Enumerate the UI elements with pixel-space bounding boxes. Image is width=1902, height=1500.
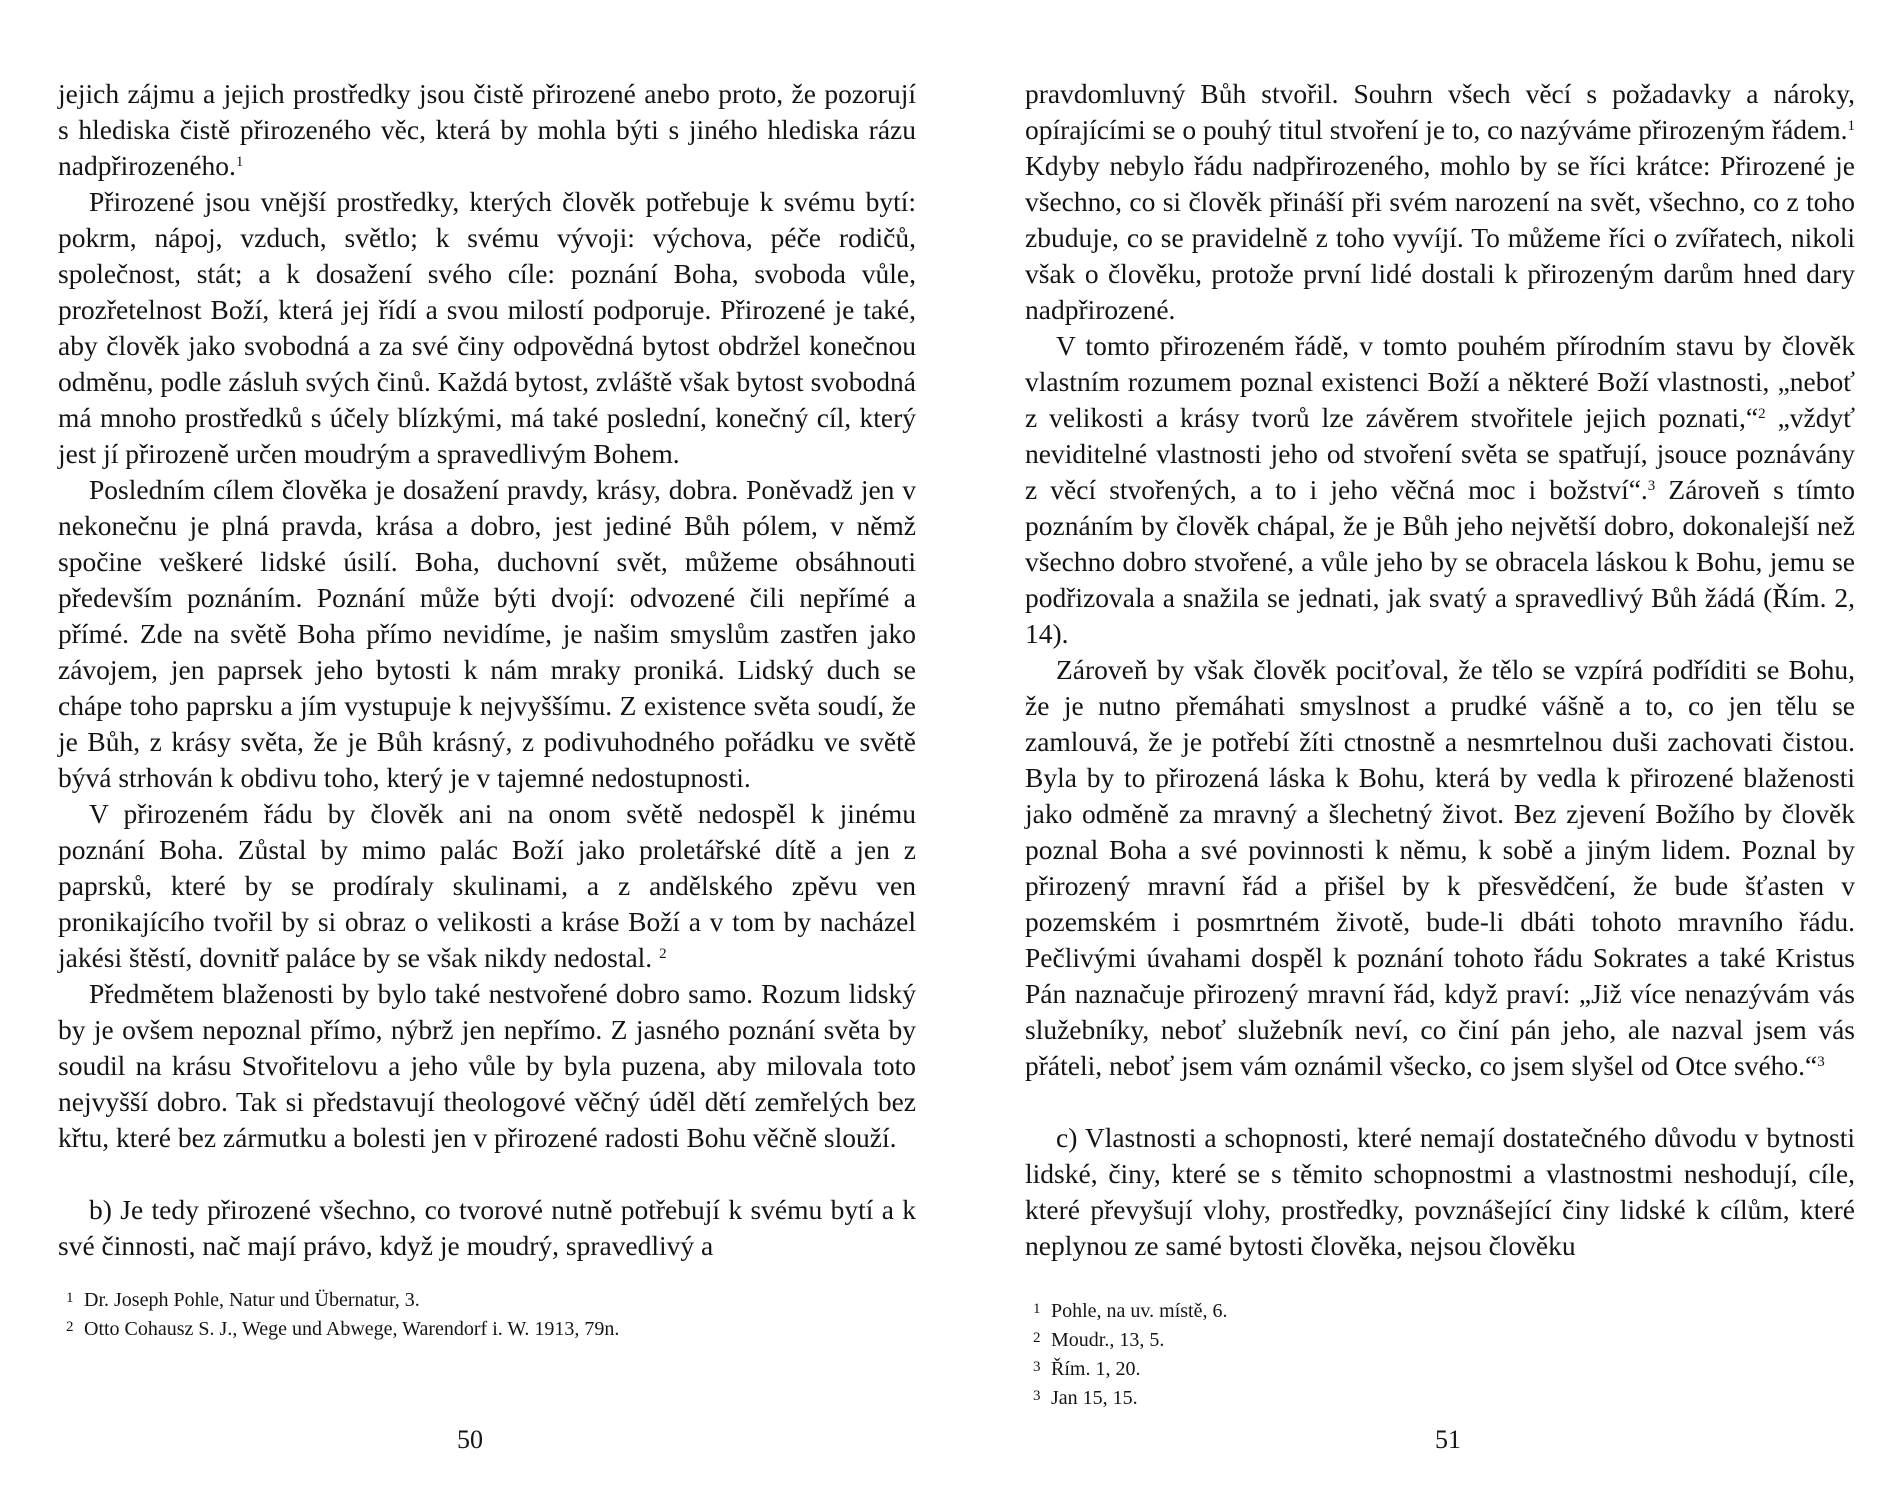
footnote bbox=[1025, 1325, 1855, 1354]
footnote-text: Pohle, na uv. místě, 6. bbox=[1051, 1300, 1228, 1322]
footnote-ref: 2 bbox=[659, 946, 667, 962]
footnote bbox=[1025, 1296, 1855, 1325]
paragraph-text: V tomto přirozeném řádě, v tomto pouhém přírodním stavu by člověk vlastním rozumem poznal existenci Boží a některé Boží vlastnosti, „neboť z velikosti a krásy tvorů lze závěrem stvořitele jejich poznati,“ bbox=[1025, 330, 1855, 433]
footnote-text: Jan 15, 15. bbox=[1051, 1387, 1138, 1409]
footnote-number: 1 bbox=[66, 1290, 74, 1306]
footnote-number: 3 bbox=[1033, 1388, 1041, 1404]
page-number: 51 bbox=[1435, 1425, 1461, 1454]
paragraph bbox=[58, 1192, 916, 1264]
footnote-number: 3 bbox=[1033, 1359, 1041, 1375]
paragraph bbox=[58, 76, 916, 184]
paragraph bbox=[58, 796, 916, 976]
right-page-body bbox=[1025, 0, 1855, 1264]
footnote bbox=[1025, 1354, 1855, 1383]
paragraph-text: jejich zájmu a jejich prostředky jsou čistě přirozené anebo proto, že pozorují s hlediska čistě přirozeného věc, která by mohla býti s jiného hlediska rázu nadpřirozeného. bbox=[58, 78, 916, 181]
paragraph-text: Posledním cílem člověka je dosažení pravdy, krásy, dobra. Poněvadž jen v nekonečnu je plná pravda, krása a dobro, jest jediné Bůh pólem, v němž spočine veškeré lidské úsilí. Boha, duchovní svět, můžeme obsáhnouti především poznáním. Poznání může býti dvojí: odvozené čili nepřímé a přímé. Zde na světě Boha přímo nevidíme, je našim smyslům zastřen jako závojem, jen paprsek jeho bytosti k nám mraky proniká. Lidský duch se chápe toho paprsku a jím vystupuje k nejvyššímu. Z existence světa soudí, že je Bůh, z krásy světa, že je Bůh krásný, z podivuhodného pořádku ve světě bývá strhován k obdivu toho, který je v tajemné nedostupnosti. bbox=[58, 474, 916, 793]
section-gap bbox=[58, 1156, 916, 1192]
footnote-ref: 1 bbox=[235, 154, 244, 170]
paragraph bbox=[58, 976, 916, 1156]
footnote bbox=[58, 1314, 916, 1343]
paragraph-text: „vždyť neviditelné vlastnosti jeho od stvoření světa se spatřují, jsouce poznávány z věcí stvořených, a to i jeho věčná moc i božství“. bbox=[1025, 402, 1855, 505]
paragraph bbox=[1025, 76, 1855, 328]
footnotes bbox=[1025, 1296, 1855, 1412]
paragraph-text: pravdomluvný Bůh stvořil. Souhrn všech věcí s požadavky a nároky, opírajícími se o pouhý titul stvoření je to, co nazýváme přirozeným řádem. bbox=[1025, 78, 1855, 145]
paragraph-text: Přirozené jsou vnější prostředky, kterých člověk potřebuje k svému bytí: pokrm, nápoj, vzduch, světlo; k svému vývoji: výchova, péče rodičů, společnost, stát; a k dosažení svého cíle: poznání Boha, svoboda vůle, prozřetelnost Boží, která jej řídí a svou milostí podporuje. Přirozené je také, aby člověk jako svobodná a za své činy odpovědná bytost obdržel konečnou odměnu, podle zásluh svých činů. Každá bytost, zvláště však bytost svobodná má mnoho prostředků s účely blízkými, má také poslední, konečný cíl, který jest jí přirozeně určen moudrým a spravedlivým Bohem. bbox=[58, 186, 916, 469]
footnote-text: Dr. Joseph Pohle, Natur und Übernatur, 3. bbox=[84, 1289, 420, 1311]
paragraph-text: b) Je tedy přirozené všechno, co tvorové nutně potřebují k svému bytí a k své činnosti, nač mají právo, když je moudrý, spravedlivý a bbox=[58, 1194, 916, 1261]
footnote-ref: 3 bbox=[1817, 1054, 1825, 1070]
paragraph-text: Zároveň s tímto poznáním by člověk chápal, že je Bůh jeho největší dobro, dokonalejší než všechno dobro stvořené, a vůle jeho by se obracela láskou k Bohu, jemu se podřizovala a snažila se jednati, jak svatý a spravedlivý Bůh žádá (Řím. 2, 14). bbox=[1025, 474, 1855, 649]
paragraph-text: Předmětem blaženosti by bylo také nestvořené dobro samo. Rozum lidský by je ovšem nepoznal přímo, nýbrž jen nepřímo. Z jasného poznání světa by soudil na krásu Stvořitelovu a jeho vůle by byla puzena, aby milovala toto nejvyšší dobro. Tak si představují theologové věčný úděl dětí zemřelých bez křtu, které bez zármutku a bolesti jen v přirozené radosti Bohu věčně slouží. bbox=[58, 978, 916, 1153]
right-page bbox=[1025, 0, 1855, 1500]
paragraph bbox=[58, 184, 916, 472]
paragraph-text: c) Vlastnosti a schopnosti, které nemají dostatečného důvodu v bytnosti lidské, činy, které se s těmito schopnostmi a vlastnostmi neshodují, cíle, které převyšují vlohy, prostředky, povznášející činy lidské k cílům, které neplynou ze samé bytosti člověka, nejsou člověku bbox=[1025, 1122, 1855, 1261]
footnote bbox=[58, 1285, 916, 1314]
footnote-number: 2 bbox=[66, 1319, 74, 1335]
paragraph-text: Zároveň by však člověk pociťoval, že tělo se vzpírá podříditi se Bohu, že je nutno přemáhati smyslnost a prudké vášně a to, co jen tělu se zamlouvá, že je potřebí žíti ctnostně a nesmrtelnou duši zachovati čistou. Byla by to přirozená láska k Bohu, která by vedla k přirozené blaženosti jako odměně za mravný a šlechetný život. Bez zjevení Božího by člověk poznal Boha a své povinnosti k němu, k sobě a jiným lidem. Poznal by přirozený mravní řád a přišel by k přesvědčení, že bude šťasten v pozemském i posmrtném životě, bude-li dbáti tohoto mravního řádu. Pečlivými úvahami dospěl k poznání tohoto řádu Sokrates a také Kristus Pán naznačuje přirozený mravní řád, když praví: „Již více nenazývám vás služebníky, neboť služebník neví, co činí pán jeho, ale nazval jsem vás přáteli, neboť jsem vám oznámil všecko, co jsem slyšel od Otce svého.“ bbox=[1025, 654, 1855, 1081]
paragraph bbox=[58, 472, 916, 796]
footnote-text: Otto Cohausz S. J., Wege und Abwege, Warendorf i. W. 1913, 79n. bbox=[84, 1318, 620, 1340]
page-number: 50 bbox=[457, 1425, 483, 1454]
paragraph bbox=[1025, 1120, 1855, 1264]
paragraph-text: Kdyby nebylo řádu nadpřirozeného, mohlo by se říci krátce: Přirozené je všechno, co si člověk přináší při svém narození na svět, všechno, co z toho zbuduje, co se pravidelně z toho vyvíjí. To můžeme říci o zvířatech, nikoli však o člověku, protože první lidé dostali k přirozeným darům hned dary nadpřirozené. bbox=[1025, 150, 1855, 325]
left-page bbox=[58, 0, 916, 1500]
footnote-number: 1 bbox=[1033, 1301, 1041, 1317]
footnote-number: 2 bbox=[1033, 1330, 1041, 1346]
footnote-ref: 3 bbox=[1647, 478, 1656, 494]
paragraph bbox=[1025, 328, 1855, 652]
footnote-ref: 1 bbox=[1847, 118, 1855, 134]
footnote-text: Řím. 1, 20. bbox=[1051, 1358, 1141, 1380]
footnote-text: Moudr., 13, 5. bbox=[1051, 1329, 1165, 1351]
paragraph bbox=[1025, 652, 1855, 1084]
section-gap bbox=[1025, 1084, 1855, 1120]
footnote bbox=[1025, 1383, 1855, 1412]
paragraph-text: V přirozeném řádu by člověk ani na onom světě nedospěl k jinému poznání Boha. Zůstal by mimo palác Boží jako proletářské dítě a jen z paprsků, které by se prodíraly skulinami, a z andělského zpěvu ven pronikajícího tvořil by si obraz o velikosti a kráse Boží a v tom by nacházel jakési štěstí, dovnitř paláce by se však nikdy nedostal. bbox=[58, 798, 916, 973]
footnotes bbox=[58, 1285, 916, 1343]
footnote-ref: 2 bbox=[1758, 406, 1766, 422]
left-page-body bbox=[58, 0, 916, 1264]
